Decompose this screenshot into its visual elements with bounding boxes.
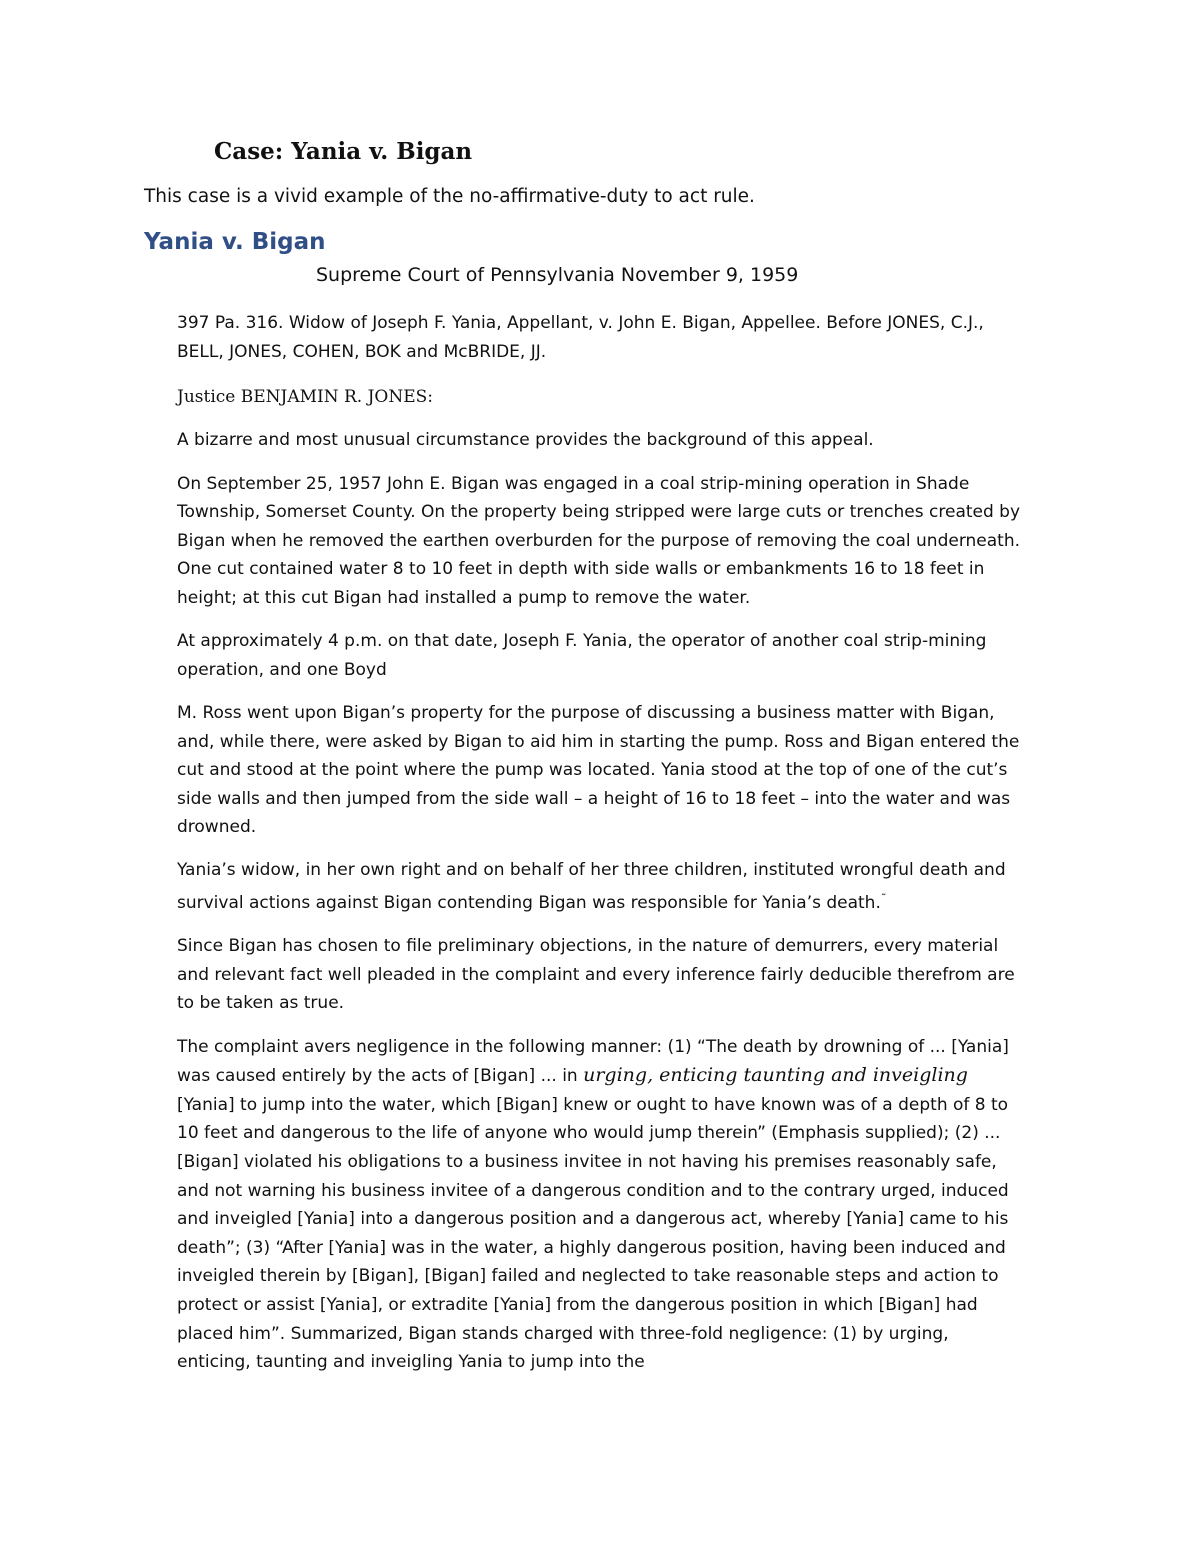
paragraph-7-part-a: The complaint avers negligence in the following manner: (1) “The death by drowning of ... [Yania] was caused entirely by the acts of [Bigan] ... in [177,1036,1009,1087]
paragraph-7 [177,1033,1027,1377]
court-line: Supreme Court of Pennsylvania November 9, 1959 [316,264,799,286]
opinion-body [177,309,1027,1391]
paragraph-7-part-b: [Yania] to jump into the water, which [Bigan] knew or ought to have known was of a depth of 8 to 10 feet and dangerous to the life of anyone who would jump therein” (Emphasis supplied); (2) ... [Bigan] violated his obligations to a business invitee in not having his premises reasonably safe, and not warning his business invitee of a dangerous condition and to the contrary urged, induced and inveigled [Yania] into a dangerous position and a dangerous act, whereby [Yania] came to his death”; (3) “After [Yania] was in the water, a highly dangerous position, having been induced and inveigled therein by [Bigan], [Bigan] failed and neglected to take reasonable steps and action to protect or assist [Yania], or extradite [Yania] from the dangerous position in which [Bigan] had placed him”. Summarized, Bigan stands charged with three-fold negligence: (1) by urging, enticing, taunting and inveigling Yania to jump into the [177,1094,1009,1373]
justice-heading: Justice BENJAMIN R. JONES: [177,387,434,408]
intro-text: This case is a vivid example of the no-affirmative-duty to act rule. [144,186,755,207]
case-heading: Yania v. Bigan [144,229,326,255]
emphasized-text: urging, enticing taunting and inveigling [583,1064,968,1087]
paragraph-5-text: Yania’s widow, in her own right and on behalf of her three children, instituted wrongful death and survival actions against Bigan contending Bigan was responsible for Yania’s death. [177,860,1006,914]
paragraph-5 [177,856,1027,917]
citation: 397 Pa. 316. Widow of Joseph F. Yania, Appellant, v. John E. Bigan, Appellee. Before JONES, C.J., BELL, JONES, COHEN, BOK and McBRIDE, JJ. [177,313,984,362]
paragraph-2: On September 25, 1957 John E. Bigan was engaged in a coal strip-mining operation in Shade Township, Somerset County. On the property being stripped were large cuts or trenches created by Bigan when he removed the earthen overburden for the purpose of removing the coal underneath. One cut contained water 8 to 10 feet in depth with side walls or embankments 16 to 18 feet in height; at this cut Bigan had installed a pump to remove the water. [177,473,1021,608]
paragraph-1: A bizarre and most unusual circumstance provides the background of this appeal. [177,430,874,451]
case-title: Case: Yania v. Bigan [214,138,473,165]
footnote-mark: ˜ [880,892,887,906]
paragraph-6: Since Bigan has chosen to file preliminary objections, in the nature of demurrers, every material and relevant fact well pleaded in the complaint and every inference fairly deducible therefrom are to be taken as true. [177,936,1015,1014]
paragraph-3: At approximately 4 p.m. on that date, Joseph F. Yania, the operator of another coal strip-mining operation, and one Boyd [177,631,987,680]
paragraph-4: M. Ross went upon Bigan’s property for the purpose of discussing a business matter with Bigan, and, while there, were asked by Bigan to aid him in starting the pump. Ross and Bigan entered the cut and stood at the point where the pump was located. Yania stood at the top of one of the cut’s side walls and then jumped from the side wall – a height of 16 to 18 feet – into the water and was drowned. [177,702,1020,838]
